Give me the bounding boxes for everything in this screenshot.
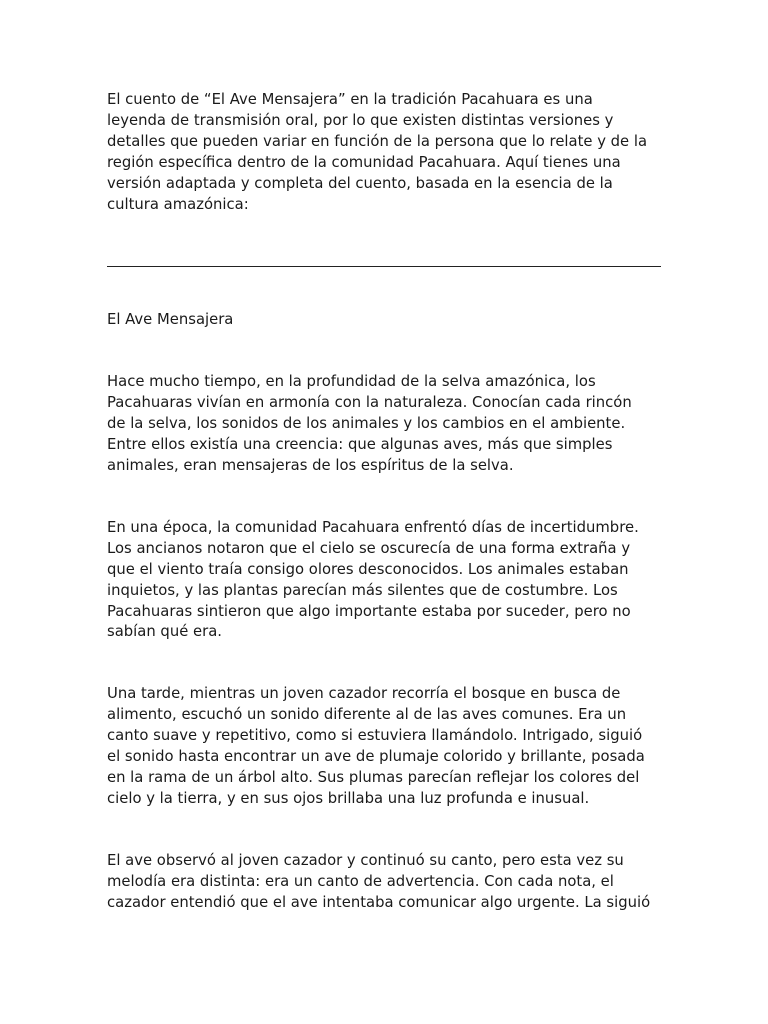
intro-paragraph: El cuento de “El Ave Mensajera” en la tradición Pacahuara es una leyenda de transmisión oral, por lo que existen distintas versiones y detalles que pueden variar en función de la persona que lo relate y de la región específica dentro de la comunidad Pacahuara. Aquí tienes una versión adaptada y completa del cuento, basada en la esencia de la cultura amazónica:: [107, 91, 648, 213]
story-title: El Ave Mensajera: [107, 311, 234, 329]
story-paragraph-2: En una época, la comunidad Pacahuara enfrentó días de incertidumbre. Los ancianos notaron que el cielo se oscurecía de una forma extraña y que el viento traía consigo olores desconocidos. Los animales estaban inquietos, y las plantas parecían más silentes que de costumbre. Los Pacahuaras sintieron que algo importante estaba por suceder, pero no sabían qué era.: [107, 518, 639, 641]
story-paragraph-4: El ave observó al joven cazador y continuó su canto, pero esta vez su melodía era distinta: era un canto de advertencia. Con cada nota, el cazador entendió que el ave intentaba comunicar algo urgente. La siguió: [107, 851, 651, 911]
document-page: [107, 90, 663, 954]
horizontal-rule: [107, 266, 661, 267]
story-paragraph-3: Una tarde, mientras un joven cazador recorría el bosque en busca de alimento, escuchó un sonido diferente al de las aves comunes. Era un canto suave y repetitivo, como si estuviera llamándolo. Intrigado, siguió el sonido hasta encontrar un ave de plumaje colorido y brillante, posada en la rama de un árbol alto. Sus plumas parecían reflejar los colores del cielo y la tierra, y en sus ojos brillaba una luz profunda e inusual.: [107, 685, 645, 807]
story-paragraph-1: Hace mucho tiempo, en la profundidad de la selva amazónica, los Pacahuaras vivían en armonía con la naturaleza. Conocían cada rincón de la selva, los sonidos de los animales y los cambios en el ambiente. Entre ellos existía una creencia: que algunas aves, más que simples animales, eran mensajeras de los espíritus de la selva.: [107, 373, 632, 474]
